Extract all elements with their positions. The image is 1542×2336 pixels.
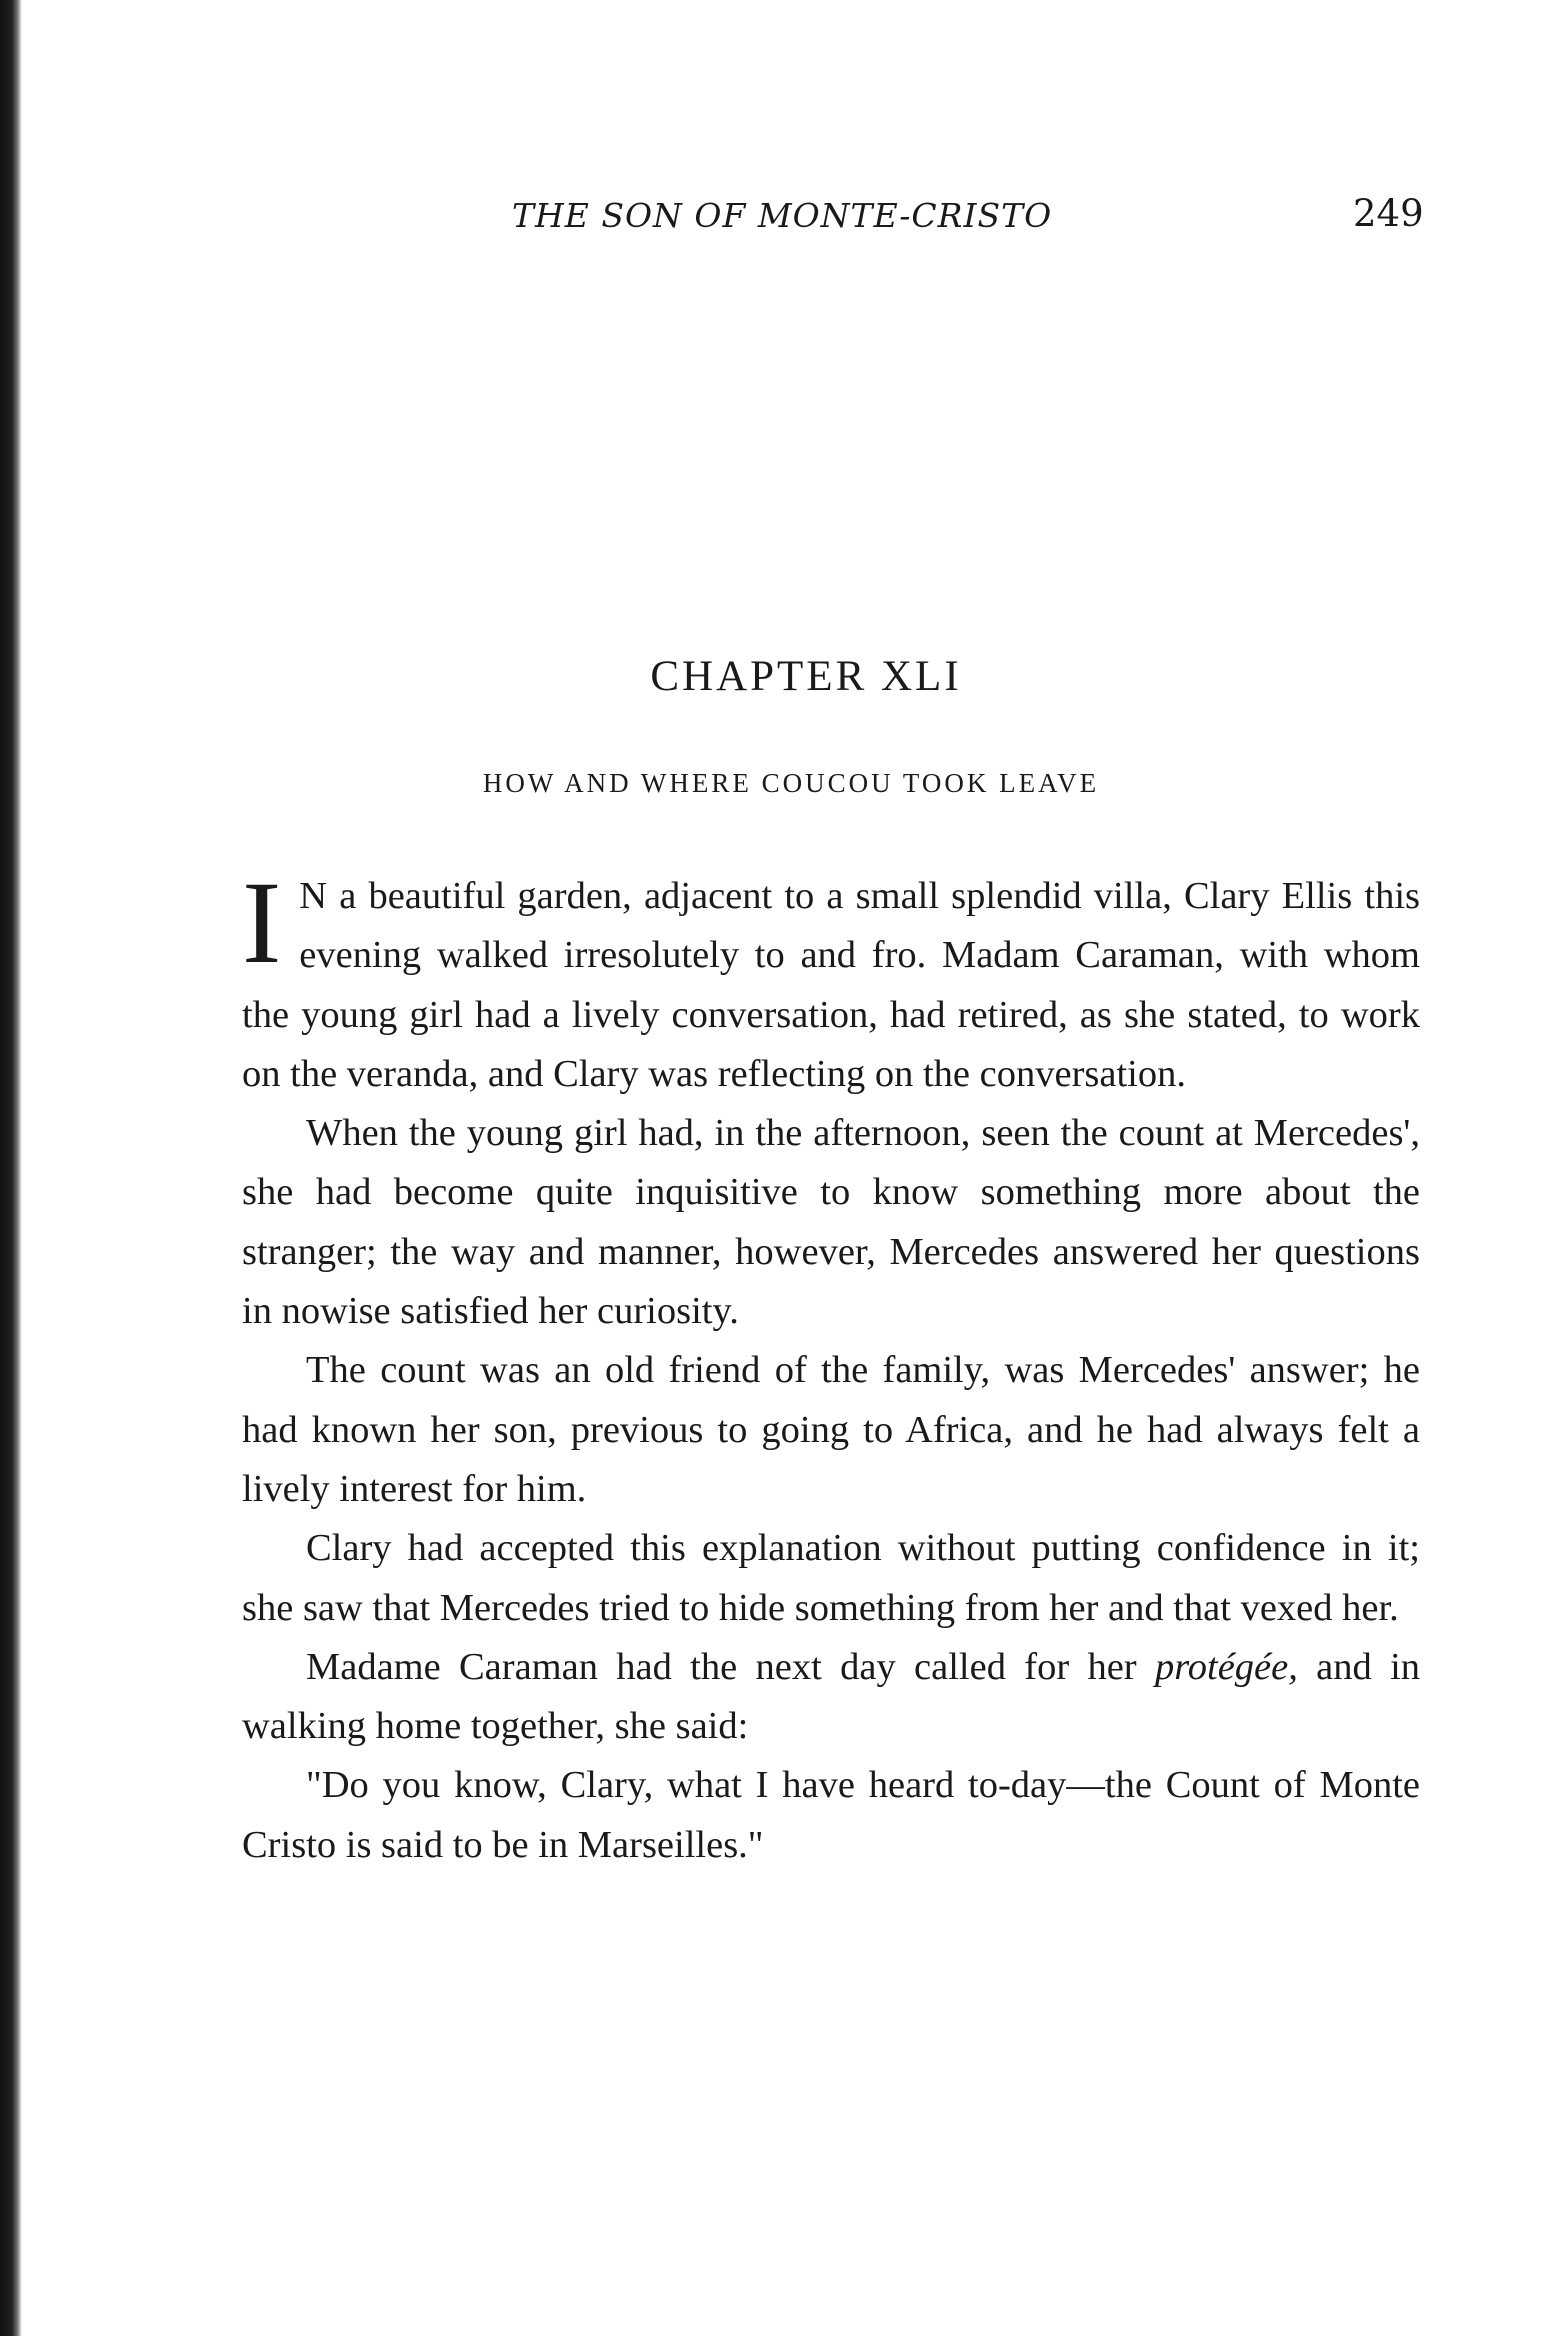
- paragraph-5: [242, 1638, 1420, 1757]
- paragraph-5-text-end: and in walking home together, she said:: [242, 1645, 1421, 1748]
- running-title: THE SON OF MONTE-CRISTO: [512, 196, 1053, 235]
- paragraph-1: [242, 857, 1420, 1104]
- book-spine-shadow: [0, 0, 22, 2336]
- paragraph-3: The count was an old friend of the family, was Mercedes' answer; he had known her son, previous to going to Africa, and he had always felt a lively interest for him.: [242, 1349, 1420, 1510]
- paragraph-2: When the young girl had, in the afternoon, seen the count at Mercedes', she had become quite inquisitive to know something more about the stranger; the way and manner, however, Mercedes answered her questions in nowise satisfied her curiosity.: [242, 1112, 1420, 1333]
- paragraph-4: Clary had accepted this explanation without putting confidence in it; she saw that Mercedes tried to hide something from her and that vexed her.: [242, 1527, 1420, 1629]
- paragraph-1-text: N a beautiful garden, adjacent to a small splendid villa, Clary Ellis this evening walked irresolutely to and fro. Madam Caraman, with whom the young girl had a lively conversation, had retired, as she stated, to work on the veranda, and Clary was reflecting on the conversation.: [242, 875, 1420, 1095]
- paragraph-6: "Do you know, Clary, what I have heard to-day—the Count of Monte Cristo is said to be in Marseilles.": [242, 1764, 1420, 1866]
- chapter-body: [242, 857, 1421, 1875]
- paragraph-5-text-start: Madame Caraman had the next day called for her: [306, 1645, 1137, 1688]
- page-number: 249: [1353, 192, 1424, 235]
- drop-cap: I: [242, 857, 282, 988]
- chapter-title: CHAPTER XLI: [650, 653, 962, 700]
- chapter-subtitle: HOW AND WHERE COUCOU TOOK LEAVE: [482, 768, 1100, 798]
- paragraph-5-italic: protégée,: [1154, 1645, 1298, 1688]
